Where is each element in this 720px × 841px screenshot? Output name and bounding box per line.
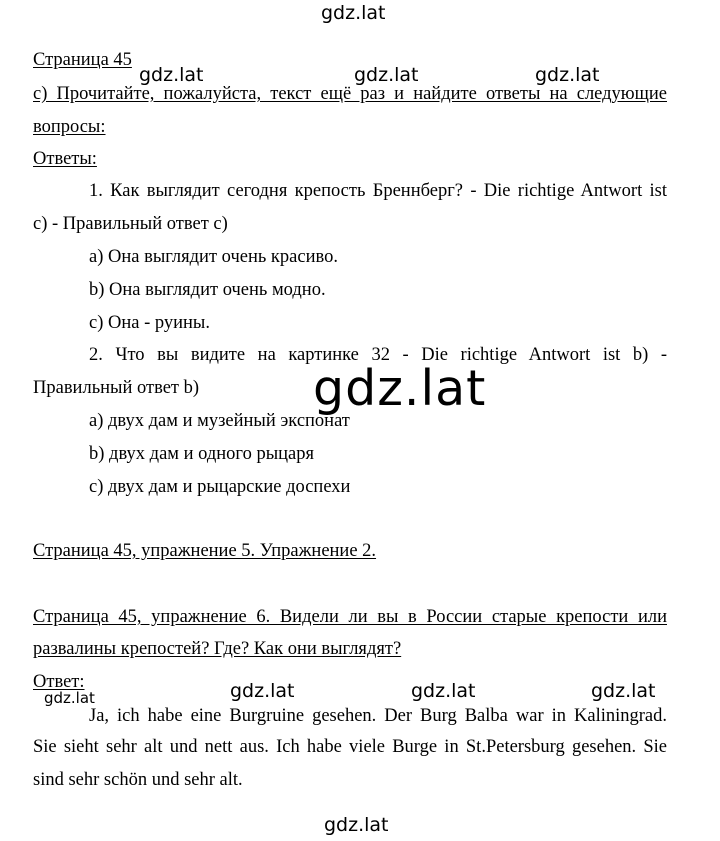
watermark: gdz.lat [354,64,419,86]
question-1-option-a: a) Она выглядит очень красиво. [89,247,338,267]
question-2-line2: Правильный ответ b) [33,378,200,398]
exercise-6-heading-line2: развалины крепостей? Где? Как они выглядят? [33,639,402,659]
watermark: gdz.lat [591,680,656,702]
answer-line2: Sie sieht sehr alt und nett aus. Ich habe viele Burge in St.Petersburg gesehen. Sie [33,737,667,757]
question-1-line2: c) - Правильный ответ c) [33,214,228,234]
answer-line3: sind sehr schön und sehr alt. [33,770,243,790]
answer-label: Ответ: [33,672,85,692]
watermark-top: gdz.lat [321,2,386,24]
watermark: gdz.lat [230,680,295,702]
page-label: Страница 45 [33,50,132,70]
watermark-bottom: gdz.lat [324,814,389,836]
watermark: gdz.lat [411,680,476,702]
question-2-option-c: c) двух дам и рыцарские доспехи [89,477,351,497]
exercise-6-heading-line1: Страница 45, упражнение 6. Видели ли вы в России старые крепости или [33,607,667,627]
watermark: gdz.lat [535,64,600,86]
question-1-line1: 1. Как выглядит сегодня крепость Бреннберг? - Die richtige Antwort ist [89,181,667,201]
question-1-option-c: c) Она - руины. [89,313,210,333]
question-2-line1: 2. Что вы видите на картинке 32 - Die richtige Antwort ist b) - [89,345,667,365]
question-1-option-b: b) Она выглядит очень модно. [89,280,326,300]
exercise-5-heading: Страница 45, упражнение 5. Упражнение 2. [33,541,377,561]
answers-label: Ответы: [33,149,97,169]
watermark-small: gdz.lat [44,689,95,707]
task-c-line1: c) Прочитайте, пожалуйста, текст ещё раз и найдите ответы на следующие [33,84,667,104]
task-c-line2: вопросы: [33,117,106,137]
watermark: gdz.lat [139,64,204,86]
answer-line1: Ja, ich habe eine Burgruine gesehen. Der Burg Balba war in Kaliningrad. [89,706,667,726]
question-2-option-b: b) двух дам и одного рыцаря [89,444,314,464]
watermark-center: gdz.lat [313,360,487,417]
question-2-option-a: a) двух дам и музейный экспонат [89,411,350,431]
